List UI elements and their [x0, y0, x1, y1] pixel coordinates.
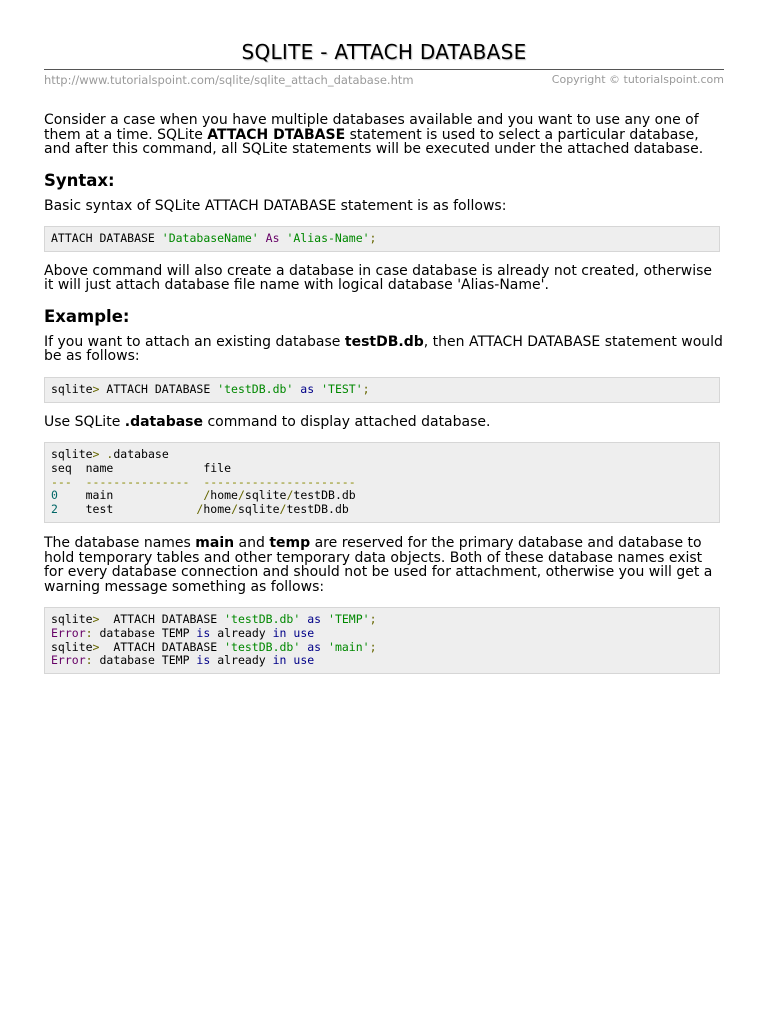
- copyright-notice: Copyright © tutorialspoint.com: [551, 73, 724, 86]
- source-url: http://www.tutorialspoint.com/sqlite/sqlite_attach_database.htm: [44, 73, 414, 87]
- database-command-note: Use SQLite .database command to display attached database.: [44, 413, 491, 430]
- syntax-description: Basic syntax of SQLite ATTACH DATABASE statement is as follows:: [44, 197, 507, 214]
- error-code-block: sqlite> ATTACH DATABASE 'testDB.db' as 'TEMP'; Error: database TEMP is already in use sqlite> ATTACH DATABASE 'testDB.db' as 'main'; Error: database TEMP is already in use: [44, 607, 720, 674]
- example-intro: If you want to attach an existing database testDB.db, then ATTACH DATABASE statement would be as follows:: [44, 333, 723, 365]
- page-title: SQLITE - ATTACH DATABASE: [241, 40, 527, 64]
- header-divider: [44, 69, 724, 70]
- example-heading: Example:: [44, 306, 130, 326]
- article-body: [44, 113, 724, 674]
- attach-code-block: sqlite> ATTACH DATABASE 'testDB.db' as 'TEST';: [44, 377, 720, 403]
- reserved-names-paragraph: The database names main and temp are reserved for the primary database and database to hold temporary tables and other temporary data objects. Both of these database names exist for every database connection and should not be used for attachment, otherwise you will get a warning message something as follows:: [44, 535, 713, 595]
- syntax-code-block: ATTACH DATABASE 'DatabaseName' As 'Alias-Name';: [44, 226, 720, 252]
- syntax-note: Above command will also create a database in case database is already not created, otherwise it will just attach database file name with logical database 'Alias-Name'.: [44, 262, 713, 294]
- intro-paragraph: Consider a case when you have multiple databases available and you want to use any one of them at a time. SQLite ATTACH DTABASE statement is used to select a particular database, and after this command, all SQLite statements will be executed under the attached database.: [44, 112, 704, 157]
- database-listing-code-block: sqlite> .database seq name file --- --------------- ---------------------- 0 main /home/sqlite/testDB.db 2 test /home/sqlite/testDB.db: [44, 442, 720, 523]
- syntax-heading: Syntax:: [44, 170, 115, 190]
